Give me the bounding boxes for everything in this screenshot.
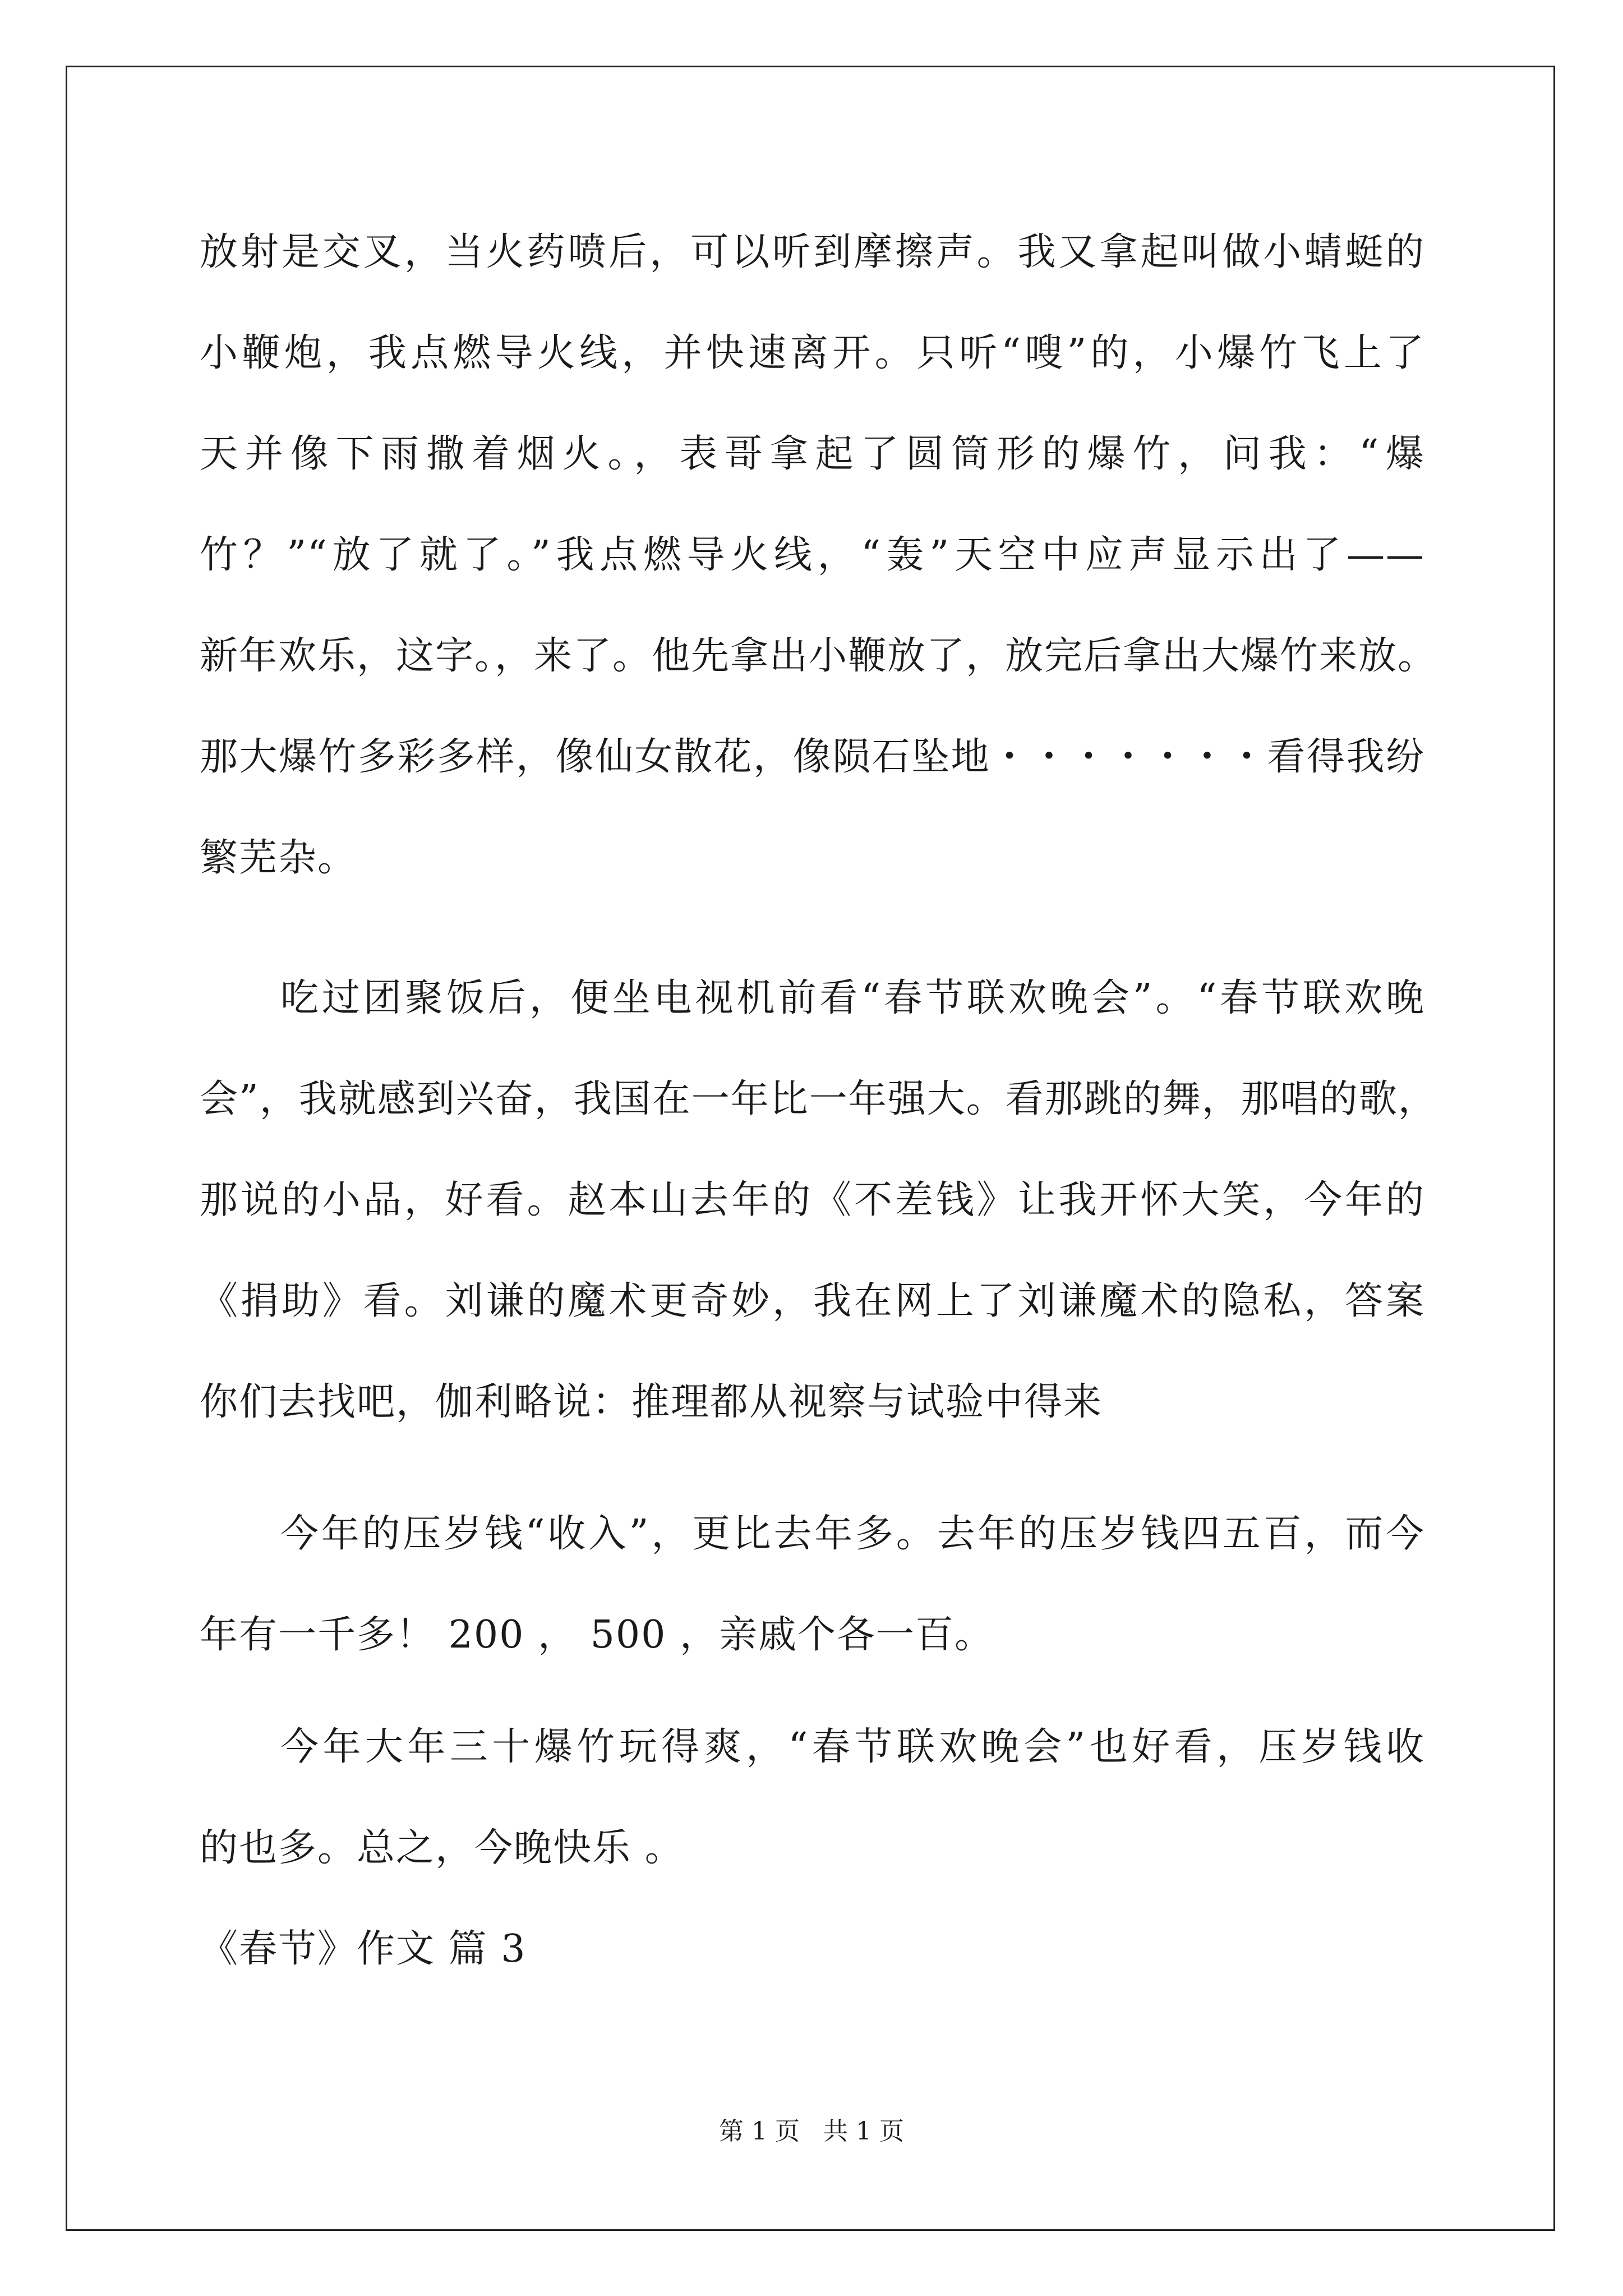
section-heading: 《春节》作文 篇 3 (200, 1927, 527, 1971)
paragraph-line: 竹？”“放了就了。”我点燃导火线，“轰”天空中应声显示出了—— (200, 533, 1425, 577)
paragraph-line: 吃过团聚饭后，便坐电视机前看“春节联欢晚会”。“春节联欢晚 (280, 976, 1425, 1020)
paragraph-line: 繁芜杂。 (200, 836, 357, 880)
paragraph-line: 你们去找吧，伽利略说：推理都从视察与试验中得来 (200, 1380, 1103, 1424)
paragraph-line: 年有一千多！ 200 ， 500 ，亲戚个各一百。 (200, 1613, 994, 1657)
paragraph-line: 的也多。总之，今晚快乐 。 (200, 1826, 684, 1870)
paragraph-line: 会”，我就感到兴奋，我国在一年比一年强大。看那跳的舞，那唱的歌， (200, 1077, 1437, 1121)
paragraph-line: 那大爆竹多彩多样，像仙女散花，像陨石坠地・・・・・・・看得我纷 (200, 735, 1425, 779)
paragraph-line: 今年的压岁钱“收入”，更比去年多。去年的压岁钱四五百，而今 (280, 1512, 1425, 1556)
paragraph-line: 《捐助》看。刘谦的魔术更奇妙，我在网上了刘谦魔术的隐私，答案 (200, 1279, 1425, 1323)
paragraph-line: 新年欢乐，这字。，来了。他先拿出小鞭放了，放完后拿出大爆竹来放。 (200, 634, 1437, 678)
paragraph-line: 那说的小品，好看。赵本山去年的《不差钱》让我开怀大笑，今年的 (200, 1178, 1425, 1222)
paragraph-line: 小鞭炮，我点燃导火线，并快速离开。只听“嗖”的，小爆竹飞上了 (200, 331, 1425, 375)
paragraph-line: 天并像下雨撒着烟火。，表哥拿起了圆筒形的爆竹，问我：“爆 (200, 432, 1425, 476)
paragraph-line: 放射是交叉，当火药喷后，可以听到摩擦声。我又拿起叫做小蜻蜓的 (200, 230, 1425, 274)
paragraph-line: 今年大年三十爆竹玩得爽，“春节联欢晚会”也好看，压岁钱收 (280, 1725, 1425, 1769)
page-number-footer: 第 1 页 共 1 页 (719, 2117, 904, 2146)
page-border (66, 66, 1555, 2231)
